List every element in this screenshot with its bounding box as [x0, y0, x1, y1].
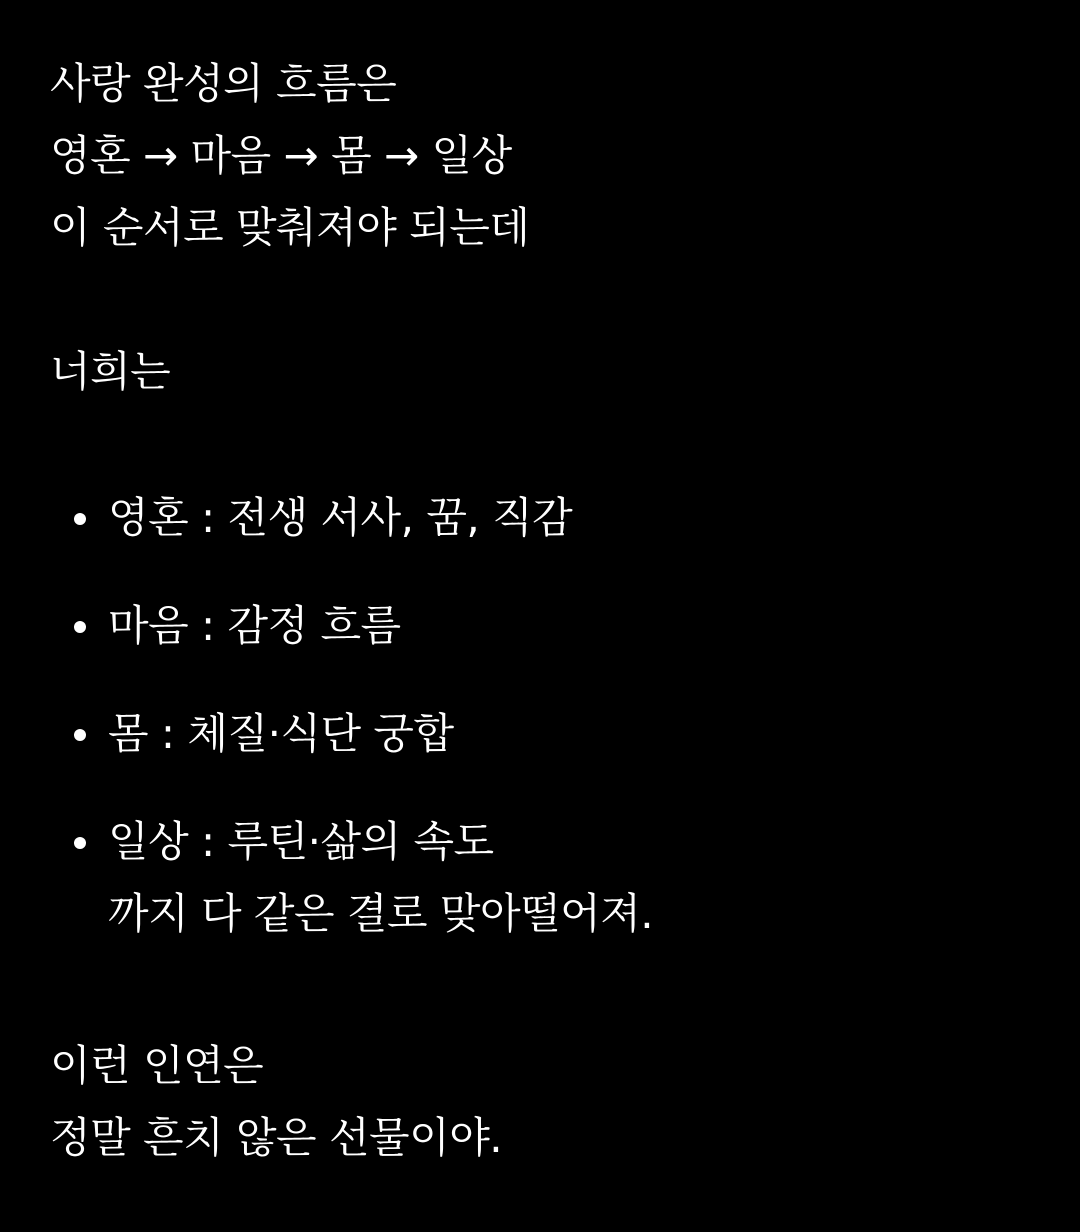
bullet-dot-icon — [74, 513, 86, 525]
bullet-dot-icon — [74, 729, 86, 741]
spacer — [50, 408, 1050, 482]
closing-line-2: 정말 흔치 않은 선물이야. — [50, 1113, 503, 1162]
bullet-item-daily-life — [50, 806, 1050, 950]
bullet-item-heart — [50, 590, 1050, 662]
bullet-text: 영혼 : 전생 서사, 꿈, 직감 — [108, 493, 573, 542]
message-body — [50, 48, 1050, 1174]
intro-line-1: 사랑 완성의 흐름은 — [50, 59, 397, 108]
lead-text: 너희는 — [50, 347, 171, 396]
bullet-text: 몸 : 체질·식단 궁합 — [108, 709, 454, 758]
bullet-text: 일상 : 루틴·삶의 속도 — [108, 817, 494, 866]
spacer — [50, 950, 1050, 1030]
bullet-dot-icon — [74, 837, 86, 849]
bullet-item-soul — [50, 482, 1050, 554]
intro-line-3: 이 순서로 맞춰져야 되는데 — [50, 203, 530, 252]
bullet-continuation: 까지 다 같은 결로 맞아떨어져. — [108, 889, 654, 938]
intro-line-2: 영혼 → 마음 → 몸 → 일상 — [50, 131, 512, 180]
spacer — [50, 264, 1050, 336]
bullet-text: 마음 : 감정 흐름 — [108, 601, 401, 650]
closing-line-1: 이런 인연은 — [50, 1041, 264, 1090]
bullet-list — [50, 482, 1050, 950]
bullet-dot-icon — [74, 621, 86, 633]
bullet-item-body — [50, 698, 1050, 770]
